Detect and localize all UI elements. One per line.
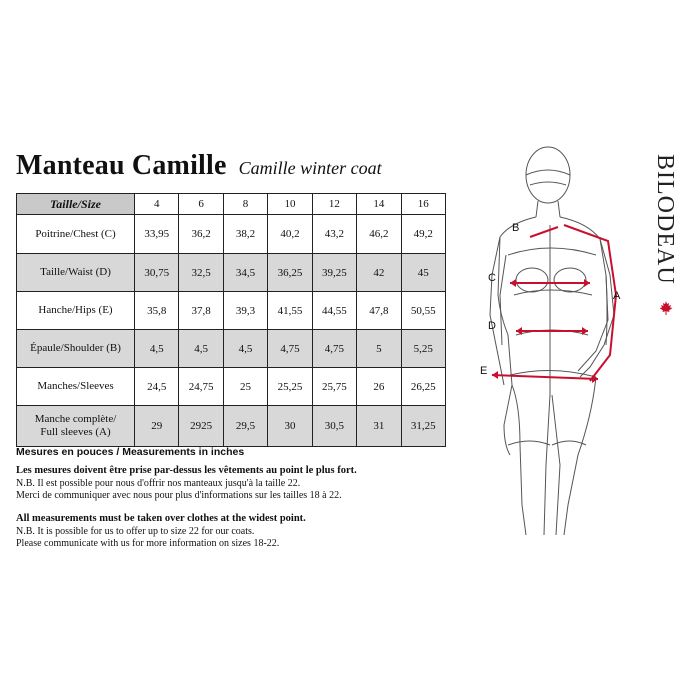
size-header: 8 [223,194,267,215]
figure-label-b: B [512,222,520,234]
table-cell: 47,8 [357,292,401,330]
table-corner-header: Taille/Size [17,194,135,215]
table-cell: 4,5 [223,330,267,368]
row-label: Poitrine/Chest (C) [17,215,135,254]
note-bold: Les mesures doivent être prise par-dessus les vêtements au point le plus fort. [16,465,357,476]
row-label: Épaule/Shoulder (B) [17,330,135,368]
table-cell: 25 [223,368,267,406]
figure-label-e: E [480,365,488,377]
note-bold: All measurements must be taken over clothes at the widest point. [16,513,306,524]
size-header: 16 [401,194,445,215]
figure-label-a: A [613,290,621,302]
table-cell: 41,55 [268,292,312,330]
table-cell: 29 [135,406,179,447]
table-row [17,406,446,447]
note-line: N.B. It is possible for us to offer up to size 22 for our coats. [16,525,255,537]
table-cell: 45 [401,254,445,292]
row-label-line: Manche complète/ [34,413,117,425]
table-cell: 26 [357,368,401,406]
figure-label-c: C [488,272,496,284]
table-row [17,368,446,406]
size-header: 14 [357,194,401,215]
table-cell: 33,95 [135,215,179,254]
brand-logo [648,150,688,300]
table-row [17,254,446,292]
table-cell: 46,2 [357,215,401,254]
brand-name: BILODEAU [652,154,678,285]
table-cell: 43,2 [312,215,356,254]
table-cell: 37,8 [179,292,223,330]
table-cell: 4,75 [312,330,356,368]
table-cell: 4,75 [268,330,312,368]
table-header-row [17,194,446,215]
note-line: Please communicate with us for more information on sizes 18-22. [16,538,280,549]
table-cell: 39,3 [223,292,267,330]
note-line: Merci de communiquer avec nous pour plus d'informations sur les tailles 18 à 22. [16,490,342,501]
table-row [17,292,446,330]
mannequin-figure [460,145,650,535]
row-label [17,406,135,447]
table-cell: 5,25 [401,330,445,368]
table-cell: 39,25 [312,254,356,292]
row-label: Manches/Sleeves [17,368,135,406]
table-cell: 32,5 [179,254,223,292]
table-cell: 30 [268,406,312,447]
table-cell: 2925 [179,406,223,447]
table-cell: 24,5 [135,368,179,406]
table-cell: 36,25 [268,254,312,292]
row-label: Hanche/Hips (E) [17,292,135,330]
figure-label-d: D [488,320,496,332]
table-cell: 40,2 [268,215,312,254]
table-cell: 4,5 [135,330,179,368]
table-cell: 30,5 [312,406,356,447]
row-label: Taille/Waist (D) [17,254,135,292]
size-chart-table [16,193,446,447]
table-row [17,330,446,368]
page-title [16,150,382,182]
table-row [17,215,446,254]
table-cell: 25,75 [312,368,356,406]
table-cell: 30,75 [135,254,179,292]
table-cell: 4,5 [179,330,223,368]
table-cell: 26,25 [401,368,445,406]
table-cell: 34,5 [223,254,267,292]
table-cell: 5 [357,330,401,368]
units-note: Mesures en pouces / Measurements in inches [16,446,245,458]
table-cell: 42 [357,254,401,292]
title-main: Manteau Camille [16,150,227,181]
table-cell: 24,75 [179,368,223,406]
notes-english [16,513,306,551]
table-cell: 36,2 [179,215,223,254]
size-header: 6 [179,194,223,215]
table-cell: 49,2 [401,215,445,254]
table-cell: 44,55 [312,292,356,330]
table-cell: 35,8 [135,292,179,330]
table-cell: 31,25 [401,406,445,447]
title-sub: Camille winter coat [238,158,382,178]
table-cell: 31 [357,406,401,447]
row-label-line: Full sleeves (A) [40,426,111,438]
table-cell: 38,2 [223,215,267,254]
size-header: 12 [312,194,356,215]
table-cell: 25,25 [268,368,312,406]
size-header: 10 [268,194,312,215]
notes-french [16,465,357,503]
size-header: 4 [135,194,179,215]
note-line: N.B. Il est possible pour nous d'offrir nos manteaux jusqu'à la taille 22. [16,477,301,489]
maple-leaf-icon [658,300,674,316]
table-cell: 50,55 [401,292,445,330]
table-cell: 29,5 [223,406,267,447]
